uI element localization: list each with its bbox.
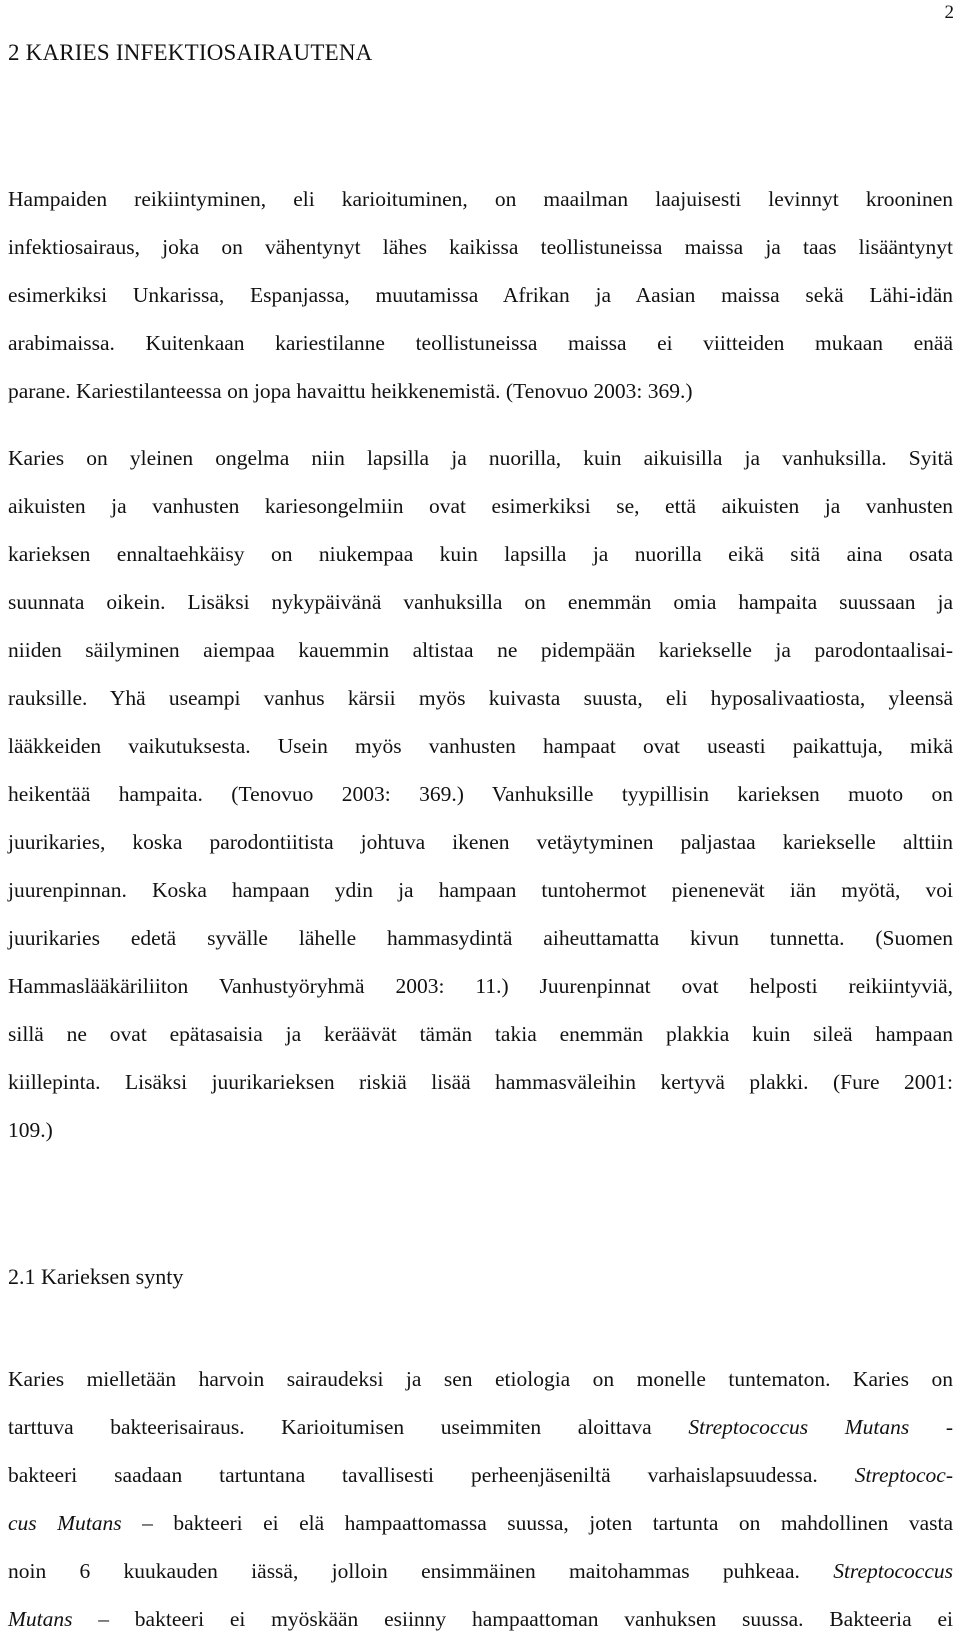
paragraph-3 [8,1355,953,1643]
text-line: kiillepinta. Lisäksi juurikarieksen riskiä lisää hammasväleihin kertyvä plakki. (Fure 2001: [8,1070,953,1094]
section-title: 2.1 Karieksen synty [8,1264,184,1289]
text-line: infektiosairaus, joka on vähentynyt lähes kaikissa teollistuneissa maissa ja taas lisääntynyt [8,235,953,259]
text-line: rauksille. Yhä useampi vanhus kärsii myös kuivasta suusta, eli hyposalivaatiosta, yleensä [8,686,953,710]
text-line: sillä ne ovat epätasaisia ja keräävät tämän takia enemmän plakkia kuin sileä hampaan [8,1022,953,1046]
line-text: - [909,1415,953,1439]
species-name: Streptococcus Mutans [688,1415,910,1439]
text-line: heikentää hampaita. (Tenovuo 2003: 369.) Vanhuksille tyypillisin karieksen muoto on [8,782,953,806]
text-line [8,1403,953,1451]
text-line: juurikaries, koska parodontiitista johtuva ikenen vetäytyminen paljastaa kariekselle alttiin [8,830,953,854]
line-text: – bakteeri ei myöskään esiinny hampaattoman vanhuksen suussa. Bakteeria ei [72,1607,953,1631]
species-name: Mutans [8,1607,73,1631]
text-line: aikuisten ja vanhusten kariesongelmiin ovat esimerkiksi se, että aikuisten ja vanhusten [8,494,953,518]
species-name: cus Mutans [8,1511,122,1535]
text-line: suunnata oikein. Lisäksi nykypäivänä vanhuksilla on enemmän omia hampaita suussaan ja [8,590,953,614]
paragraph-2 [8,434,953,1154]
text-line: 109.) [8,1118,53,1142]
line-text: – bakteeri ei elä hampaattomassa suussa, joten tartunta on mahdollinen vasta [121,1511,953,1535]
page-number: 2 [944,2,954,23]
line-text: tarttuva bakteerisairaus. Karioitumisen useimmiten aloittava [8,1415,689,1439]
species-name: Streptococcus [833,1559,953,1583]
text-line [8,1547,953,1595]
text-line: lääkkeiden vaikutuksesta. Usein myös vanhusten hampaat ovat useasti paikattuja, mikä [8,734,953,758]
text-line: esimerkiksi Unkarissa, Espanjassa, muutamissa Afrikan ja Aasian maissa sekä Lähi-idän [8,283,953,307]
text-line: parane. Kariestilanteessa on jopa havaittu heikkenemistä. (Tenovuo 2003: 369.) [8,379,693,403]
text-line: arabimaissa. Kuitenkaan kariestilanne teollistuneissa maissa ei viitteiden mukaan enää [8,331,953,355]
paragraph-1 [8,175,953,415]
text-line [8,1595,953,1643]
text-line: juurenpinnan. Koska hampaan ydin ja hampaan tuntohermot pienenevät iän myötä, voi [8,878,953,902]
text-line: juurikaries edetä syvälle lähelle hammasydintä aiheuttamatta kivun tunnetta. (Suomen [8,926,953,950]
text-line: karieksen ennaltaehkäisy on niukempaa kuin lapsilla ja nuorilla eikä sitä aina osata [8,542,953,566]
chapter-title: 2 KARIES INFEKTIOSAIRAUTENA [8,40,373,65]
text-line: Hampaiden reikiintyminen, eli karioituminen, on maailman laajuisesti levinnyt krooninen [8,187,953,211]
line-text: bakteeri saadaan tartuntana tavallisesti perheenjäseniltä varhaislapsuudessa. [8,1463,855,1487]
line-text: noin 6 kuukauden iässä, jolloin ensimmäinen maitohammas puhkeaa. [8,1559,834,1583]
text-line: niiden säilyminen aiempaa kauemmin altistaa ne pidempään kariekselle ja parodontaalisai- [8,638,953,662]
text-line: Hammaslääkäriliiton Vanhustyöryhmä 2003: 11.) Juurenpinnat ovat helposti reikiintyviä, [8,974,953,998]
text-line: Karies on yleinen ongelma niin lapsilla ja nuorilla, kuin aikuisilla ja vanhuksilla. Syitä [8,446,953,470]
text-line: Karies mielletään harvoin sairaudeksi ja sen etiologia on monelle tuntematon. Karies on [8,1367,953,1391]
text-line [8,1451,953,1499]
text-line [8,1499,953,1547]
species-name: Streptococ- [854,1463,953,1487]
